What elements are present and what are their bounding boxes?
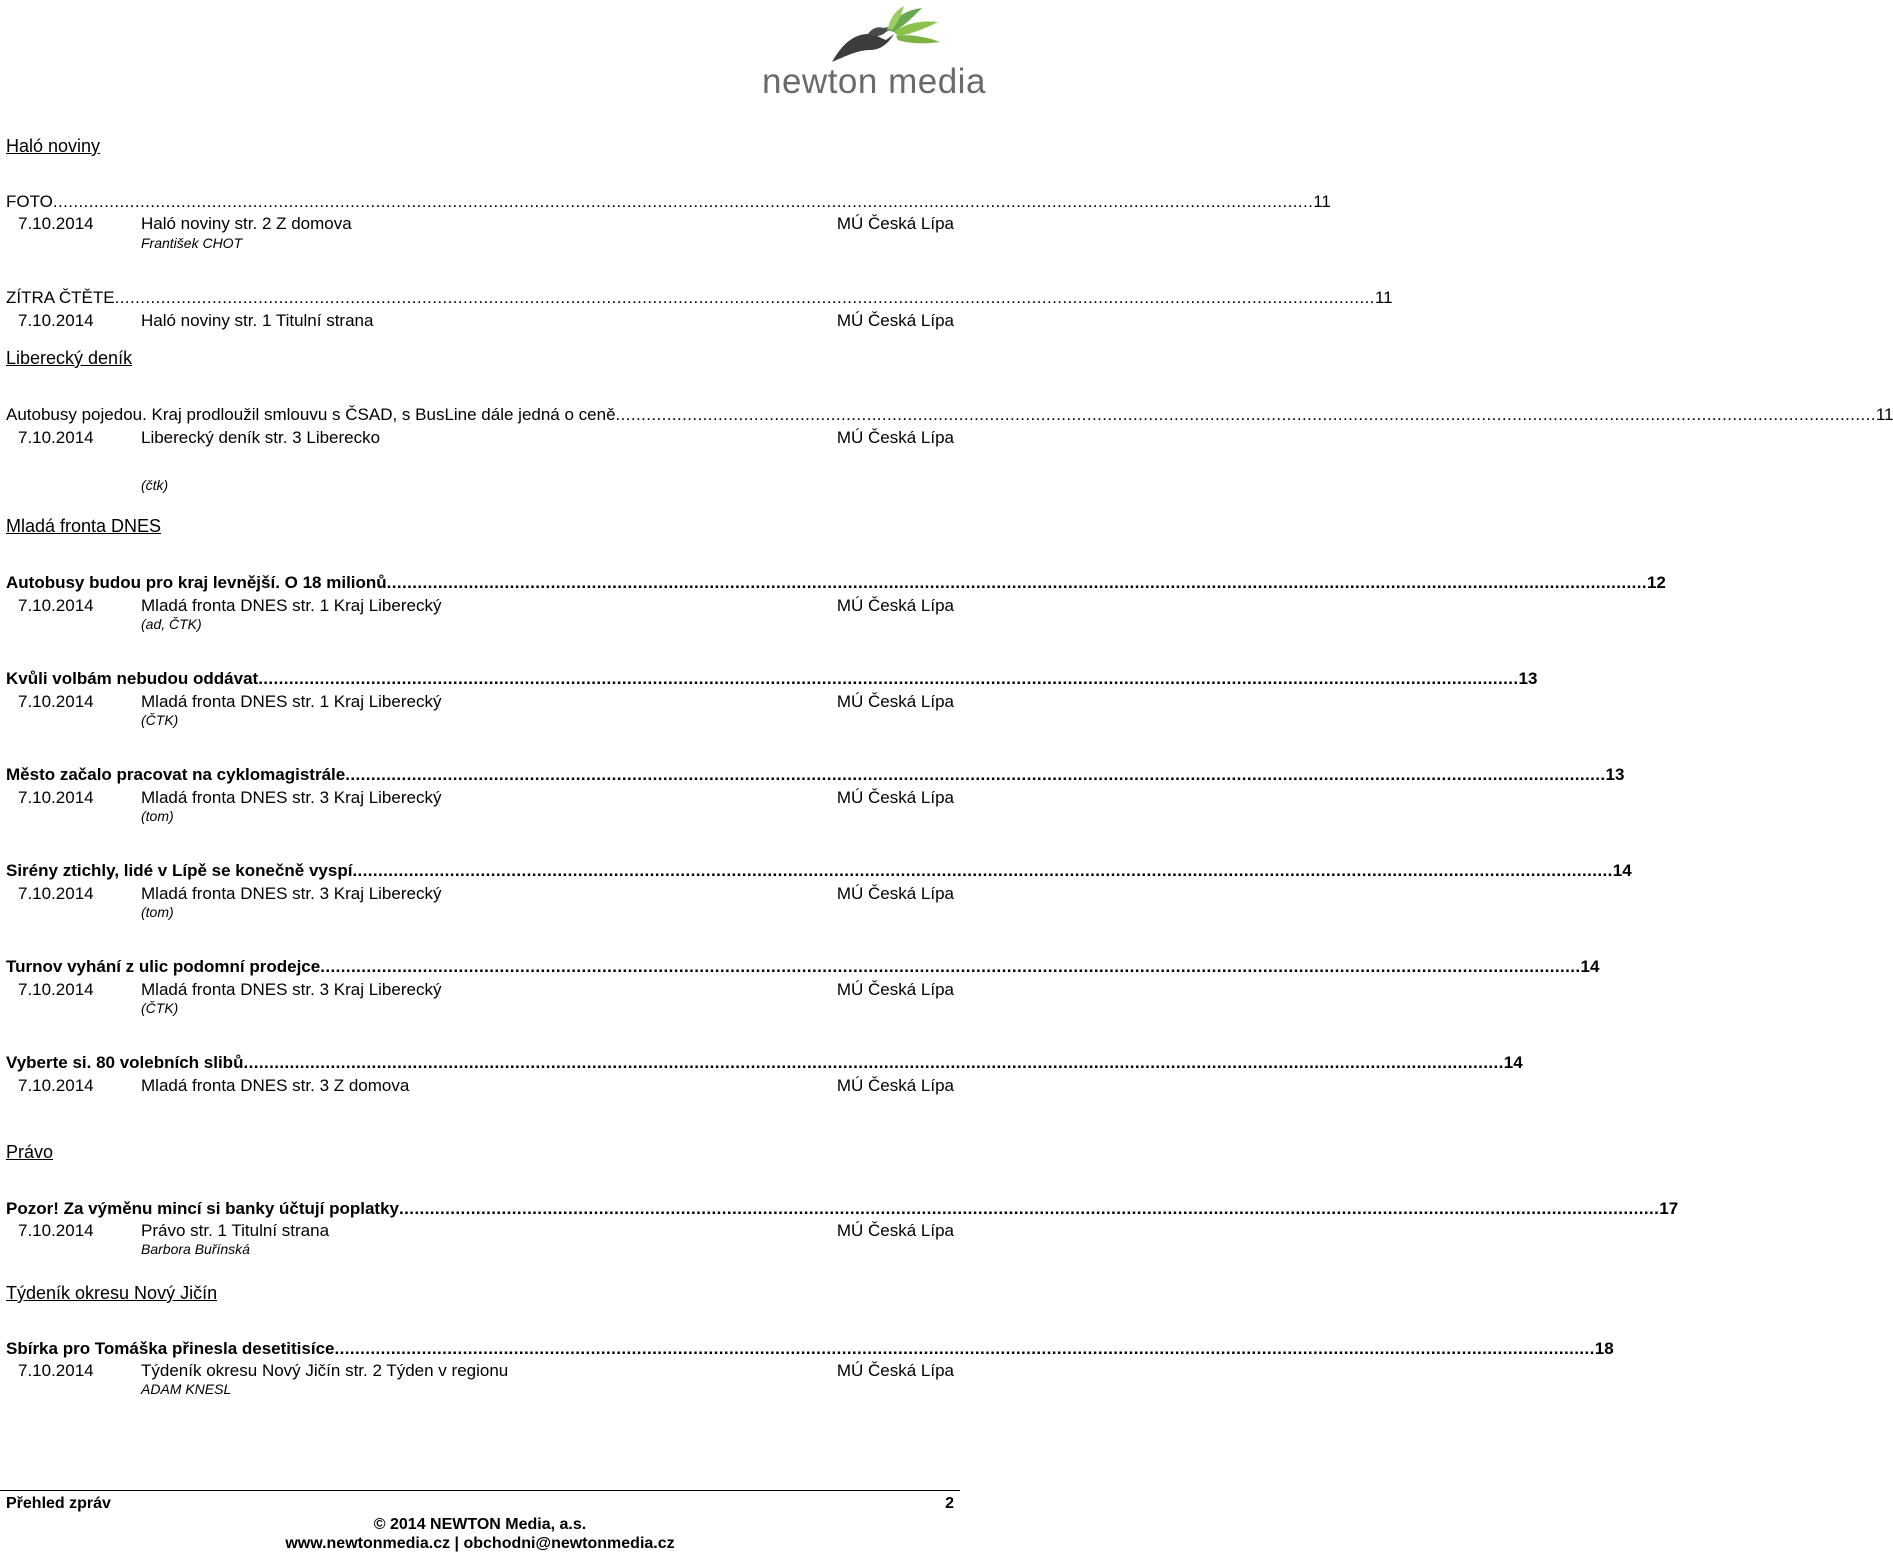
leader-dots: [335, 1339, 1595, 1359]
article-title-row[interactable]: [6, 861, 1632, 881]
leader-dots: [258, 669, 1518, 689]
article-meta-row: [18, 980, 954, 1002]
article-location: MÚ Česká Lípa: [836, 214, 954, 233]
article-date: 7.10.2014: [18, 311, 94, 330]
article-source: Mladá fronta DNES str. 3 Z domova: [141, 1076, 410, 1095]
article-author: (čtk): [141, 477, 169, 493]
article-location: MÚ Česká Lípa: [836, 428, 954, 447]
article-title-row[interactable]: [6, 765, 1625, 785]
article-date: 7.10.2014: [18, 692, 94, 711]
article-title[interactable]: Město začalo pracovat na cyklomagistrále: [6, 765, 346, 784]
footer-divider: [0, 1490, 960, 1491]
article-date: 7.10.2014: [18, 980, 94, 999]
article-date: 7.10.2014: [18, 1076, 94, 1095]
article-title-row[interactable]: [6, 192, 1331, 212]
article-meta-row: [18, 884, 954, 906]
footer-report-title: Přehled zpráv: [6, 1495, 111, 1512]
footer-contact-links[interactable]: www.newtonmedia.cz | obchodni@newtonmedia.cz: [285, 1535, 675, 1552]
article-title-row[interactable]: [6, 957, 1600, 977]
article-page: 11: [1875, 405, 1893, 424]
article-title[interactable]: Sbírka pro Tomáška přinesla desetitisíce: [6, 1339, 335, 1358]
article-location: MÚ Česká Lípa: [836, 1361, 954, 1380]
article-author: (ČTK): [141, 1000, 179, 1016]
article-page: 14: [1580, 957, 1600, 976]
article-page: 18: [1594, 1339, 1614, 1358]
leader-dots: [243, 1053, 1503, 1073]
article-location: MÚ Česká Lípa: [836, 596, 954, 615]
article-page: 14: [1503, 1053, 1523, 1072]
article-date: 7.10.2014: [18, 1361, 94, 1380]
article-date: 7.10.2014: [18, 596, 94, 615]
article-title[interactable]: FOTO: [6, 192, 53, 211]
leader-dots: [352, 861, 1612, 881]
leader-dots: [53, 192, 1313, 212]
article-meta-row: [18, 1361, 954, 1383]
leader-dots: [320, 957, 1580, 977]
article-meta-row: [18, 692, 954, 714]
article-title-row[interactable]: [6, 573, 1666, 593]
article-source: Mladá fronta DNES str. 1 Kraj Liberecký: [141, 596, 442, 615]
article-page: 12: [1646, 573, 1666, 592]
newton-media-logo: [758, 4, 986, 101]
article-author: Barbora Buřínská: [141, 1241, 250, 1257]
article-source: Mladá fronta DNES str. 1 Kraj Liberecký: [141, 692, 442, 711]
article-meta-row: [18, 311, 954, 333]
leader-dots: [387, 573, 1647, 593]
article-title-row[interactable]: [6, 1053, 1523, 1073]
article-meta-row: [18, 1221, 954, 1243]
article-title-row[interactable]: [6, 1339, 1614, 1359]
article-source: Právo str. 1 Titulní strana: [141, 1221, 330, 1240]
article-source: Mladá fronta DNES str. 3 Kraj Liberecký: [141, 884, 442, 903]
footer-copyright: © 2014 NEWTON Media, a.s.: [373, 1516, 587, 1533]
article-page: 17: [1659, 1199, 1679, 1218]
logo-wordmark: newton media: [762, 62, 986, 101]
section-heading[interactable]: Liberecký deník: [6, 348, 133, 368]
section-heading[interactable]: Týdeník okresu Nový Jičín: [6, 1283, 218, 1303]
article-source: Mladá fronta DNES str. 3 Kraj Liberecký: [141, 980, 442, 999]
article-location: MÚ Česká Lípa: [836, 1076, 954, 1095]
article-title[interactable]: Autobusy budou pro kraj levnější. O 18 milionů: [6, 573, 387, 592]
article-date: 7.10.2014: [18, 884, 94, 903]
article-title[interactable]: Vyberte si. 80 volebních slibů: [6, 1053, 244, 1072]
article-source: Haló noviny str. 2 Z domova: [141, 214, 352, 233]
section-heading[interactable]: Mladá fronta DNES: [6, 516, 162, 536]
article-author: (tom): [141, 904, 174, 920]
article-meta-row: [18, 214, 954, 236]
article-date: 7.10.2014: [18, 788, 94, 807]
article-title[interactable]: Turnov vyhání z ulic podomní prodejce: [6, 957, 321, 976]
article-title[interactable]: Kvůli volbám nebudou oddávat: [6, 669, 259, 688]
leader-dots: [399, 1199, 1659, 1219]
article-meta-row: [18, 1076, 954, 1098]
article-page: 13: [1518, 669, 1538, 688]
article-title[interactable]: Pozor! Za výměnu mincí si banky účtují poplatky: [6, 1199, 399, 1218]
article-source: Mladá fronta DNES str. 3 Kraj Liberecký: [141, 788, 442, 807]
article-page: 11: [1374, 288, 1393, 307]
article-meta-row: [18, 596, 954, 618]
article-date: 7.10.2014: [18, 428, 94, 447]
article-source: Týdeník okresu Nový Jičín str. 2 Týden v regionu: [141, 1361, 509, 1380]
article-source: Haló noviny str. 1 Titulní strana: [141, 311, 374, 330]
article-page: 14: [1612, 861, 1632, 880]
article-meta-row: [18, 788, 954, 810]
article-location: MÚ Česká Lípa: [836, 884, 954, 903]
article-location: MÚ Česká Lípa: [836, 692, 954, 711]
leader-dots: [616, 405, 1876, 425]
article-title-row[interactable]: [6, 405, 1893, 425]
article-author: ADAM KNESL: [141, 1381, 232, 1397]
article-title-row[interactable]: [6, 288, 1393, 308]
article-date: 7.10.2014: [18, 214, 94, 233]
leader-dots: [115, 288, 1375, 308]
section-heading[interactable]: Právo: [6, 1142, 54, 1162]
leader-dots: [345, 765, 1605, 785]
article-title[interactable]: Autobusy pojedou. Kraj prodloužil smlouvu s ČSAD, s BusLine dále jedná o ceně: [6, 405, 616, 424]
article-title-row[interactable]: [6, 669, 1538, 689]
article-title[interactable]: ZÍTRA ČTĚTE: [6, 288, 115, 307]
article-page: 13: [1605, 765, 1625, 784]
article-location: MÚ Česká Lípa: [836, 788, 954, 807]
article-date: 7.10.2014: [18, 1221, 94, 1240]
article-location: MÚ Česká Lípa: [836, 980, 954, 999]
article-author: (ad, ČTK): [141, 616, 202, 632]
footer-page-number: 2: [945, 1495, 954, 1512]
article-meta-row: [18, 428, 954, 450]
section-heading[interactable]: Haló noviny: [6, 136, 101, 156]
hummingbird-icon: [828, 4, 958, 66]
article-title[interactable]: Sirény ztichly, lidé v Lípě se konečně vyspí: [6, 861, 353, 880]
article-author: (ČTK): [141, 712, 179, 728]
article-author: František CHOT: [141, 235, 243, 251]
article-source: Liberecký deník str. 3 Liberecko: [141, 428, 381, 447]
article-page: 11: [1313, 192, 1331, 211]
article-location: MÚ Česká Lípa: [836, 311, 954, 330]
article-location: MÚ Česká Lípa: [836, 1221, 954, 1240]
article-author: (tom): [141, 808, 174, 824]
article-title-row[interactable]: [6, 1199, 1679, 1219]
